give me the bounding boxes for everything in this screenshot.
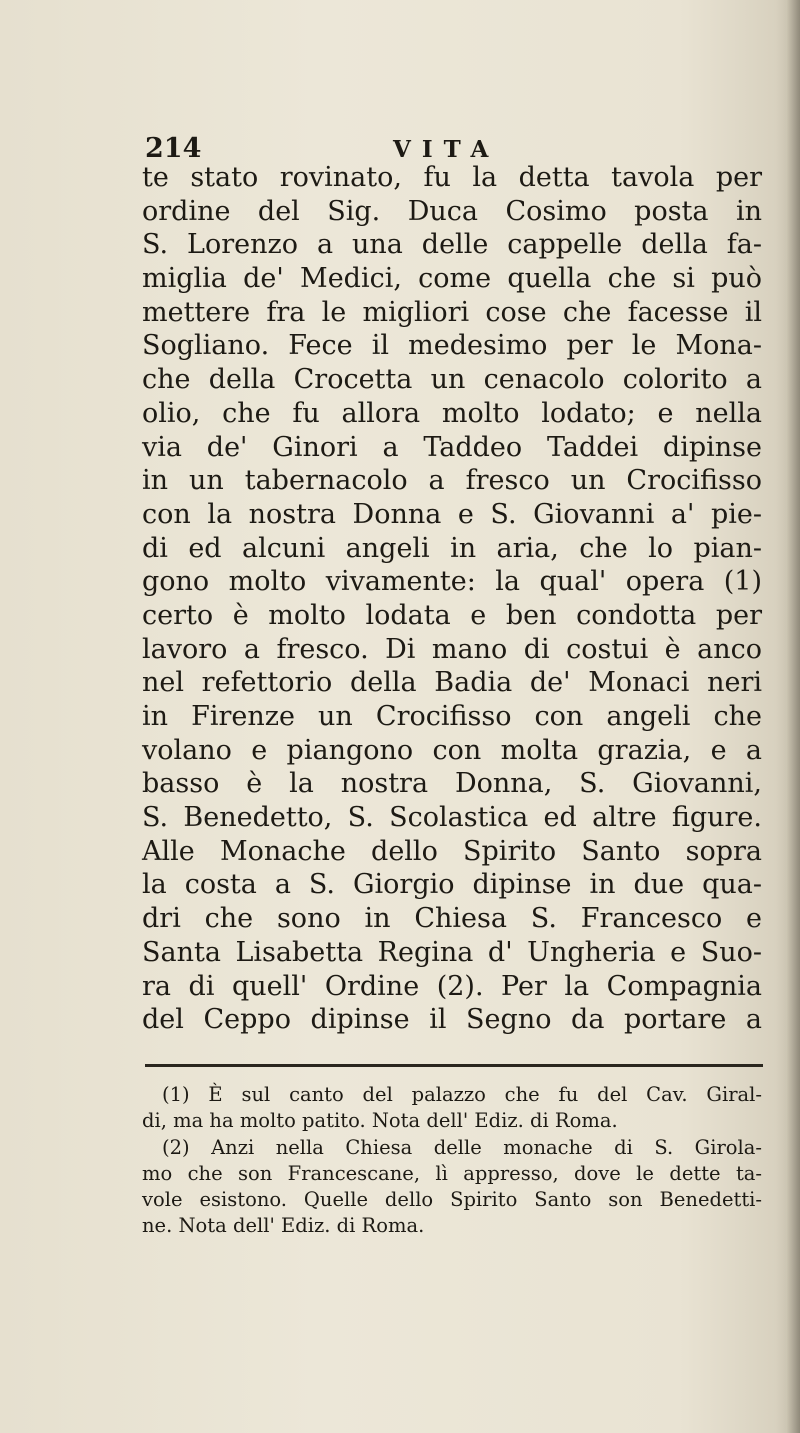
text-line: olio, che fu allora molto lodato; e nella	[142, 397, 762, 429]
text-line: Alle Monache dello Spirito Santo sopra	[142, 835, 762, 867]
text-line: nel refettorio della Badia de' Monaci neri	[142, 667, 762, 699]
page-edge-shadow	[786, 0, 800, 1433]
page-number: 214	[145, 133, 202, 164]
footnote-2-line: vole esistono. Quelle dello Spirito Santo son Benedetti-	[142, 1188, 762, 1212]
text-line: Sogliano. Fece il medesimo per le Mona-	[142, 330, 762, 362]
footnote-2-line: mo che son Francescane, lì appresso, dove le dette ta-	[142, 1161, 762, 1185]
running-title: VITA	[393, 136, 500, 163]
footnotes	[142, 1082, 762, 1240]
text-line: in Firenze un Crocifisso con angeli che	[142, 701, 762, 732]
text-line: volano e piangono con molta grazia, e a	[142, 734, 762, 766]
text-line: mettere fra le migliori cose che facesse il	[142, 296, 762, 328]
text-line: S. Benedetto, S. Scolastica ed altre figure.	[142, 802, 762, 834]
text-line: basso è la nostra Donna, S. Giovanni,	[142, 768, 762, 800]
text-line: Santa Lisabetta Regina d' Ungheria e Suo-	[142, 936, 762, 968]
text-line: la costa a S. Giorgio dipinse in due qua-	[142, 869, 762, 901]
footnote-1-line: (1) È sul canto del palazzo che fu del Cav. Giral-	[162, 1083, 762, 1106]
text-line: dri che sono in Chiesa S. Francesco e	[142, 903, 762, 935]
text-line: te stato rovinato, fu la detta tavola per	[142, 162, 762, 193]
footnote-1-line: di, ma ha molto patito. Nota dell' Ediz. di Roma.	[142, 1109, 618, 1133]
text-line: del Ceppo dipinse il Segno da portare a	[142, 1004, 762, 1036]
text-line: di ed alcuni angeli in aria, che lo pian-	[142, 532, 762, 564]
text-line: S. Lorenzo a una delle cappelle della fa-	[142, 229, 762, 261]
text-line: ordine del Sig. Duca Cosimo posta in	[142, 195, 762, 227]
text-line: gono molto vivamente: la qual' opera (1)	[142, 566, 762, 598]
text-line: via de' Ginori a Taddeo Taddei dipinse	[142, 431, 762, 463]
text-line: lavoro a fresco. Di mano di costui è anco	[142, 633, 762, 665]
footnote-2-line: (2) Anzi nella Chiesa delle monache di S. Girola-	[162, 1135, 762, 1159]
text-line: certo è molto lodata e ben condotta per	[142, 599, 762, 631]
main-text	[142, 161, 762, 1037]
text-line: miglia de' Medici, come quella che si può	[142, 263, 762, 295]
text-line: ra di quell' Ordine (2). Per la Compagnia	[142, 970, 762, 1002]
text-line: che della Crocetta un cenacolo colorito a	[142, 364, 762, 396]
text-line: con la nostra Donna e S. Giovanni a' pie-	[142, 498, 762, 530]
text-line: in un tabernacolo a fresco un Crocifisso	[142, 465, 762, 497]
footnote-rule	[145, 1064, 763, 1067]
footnote-2-line: ne. Nota dell' Ediz. di Roma.	[142, 1214, 425, 1238]
